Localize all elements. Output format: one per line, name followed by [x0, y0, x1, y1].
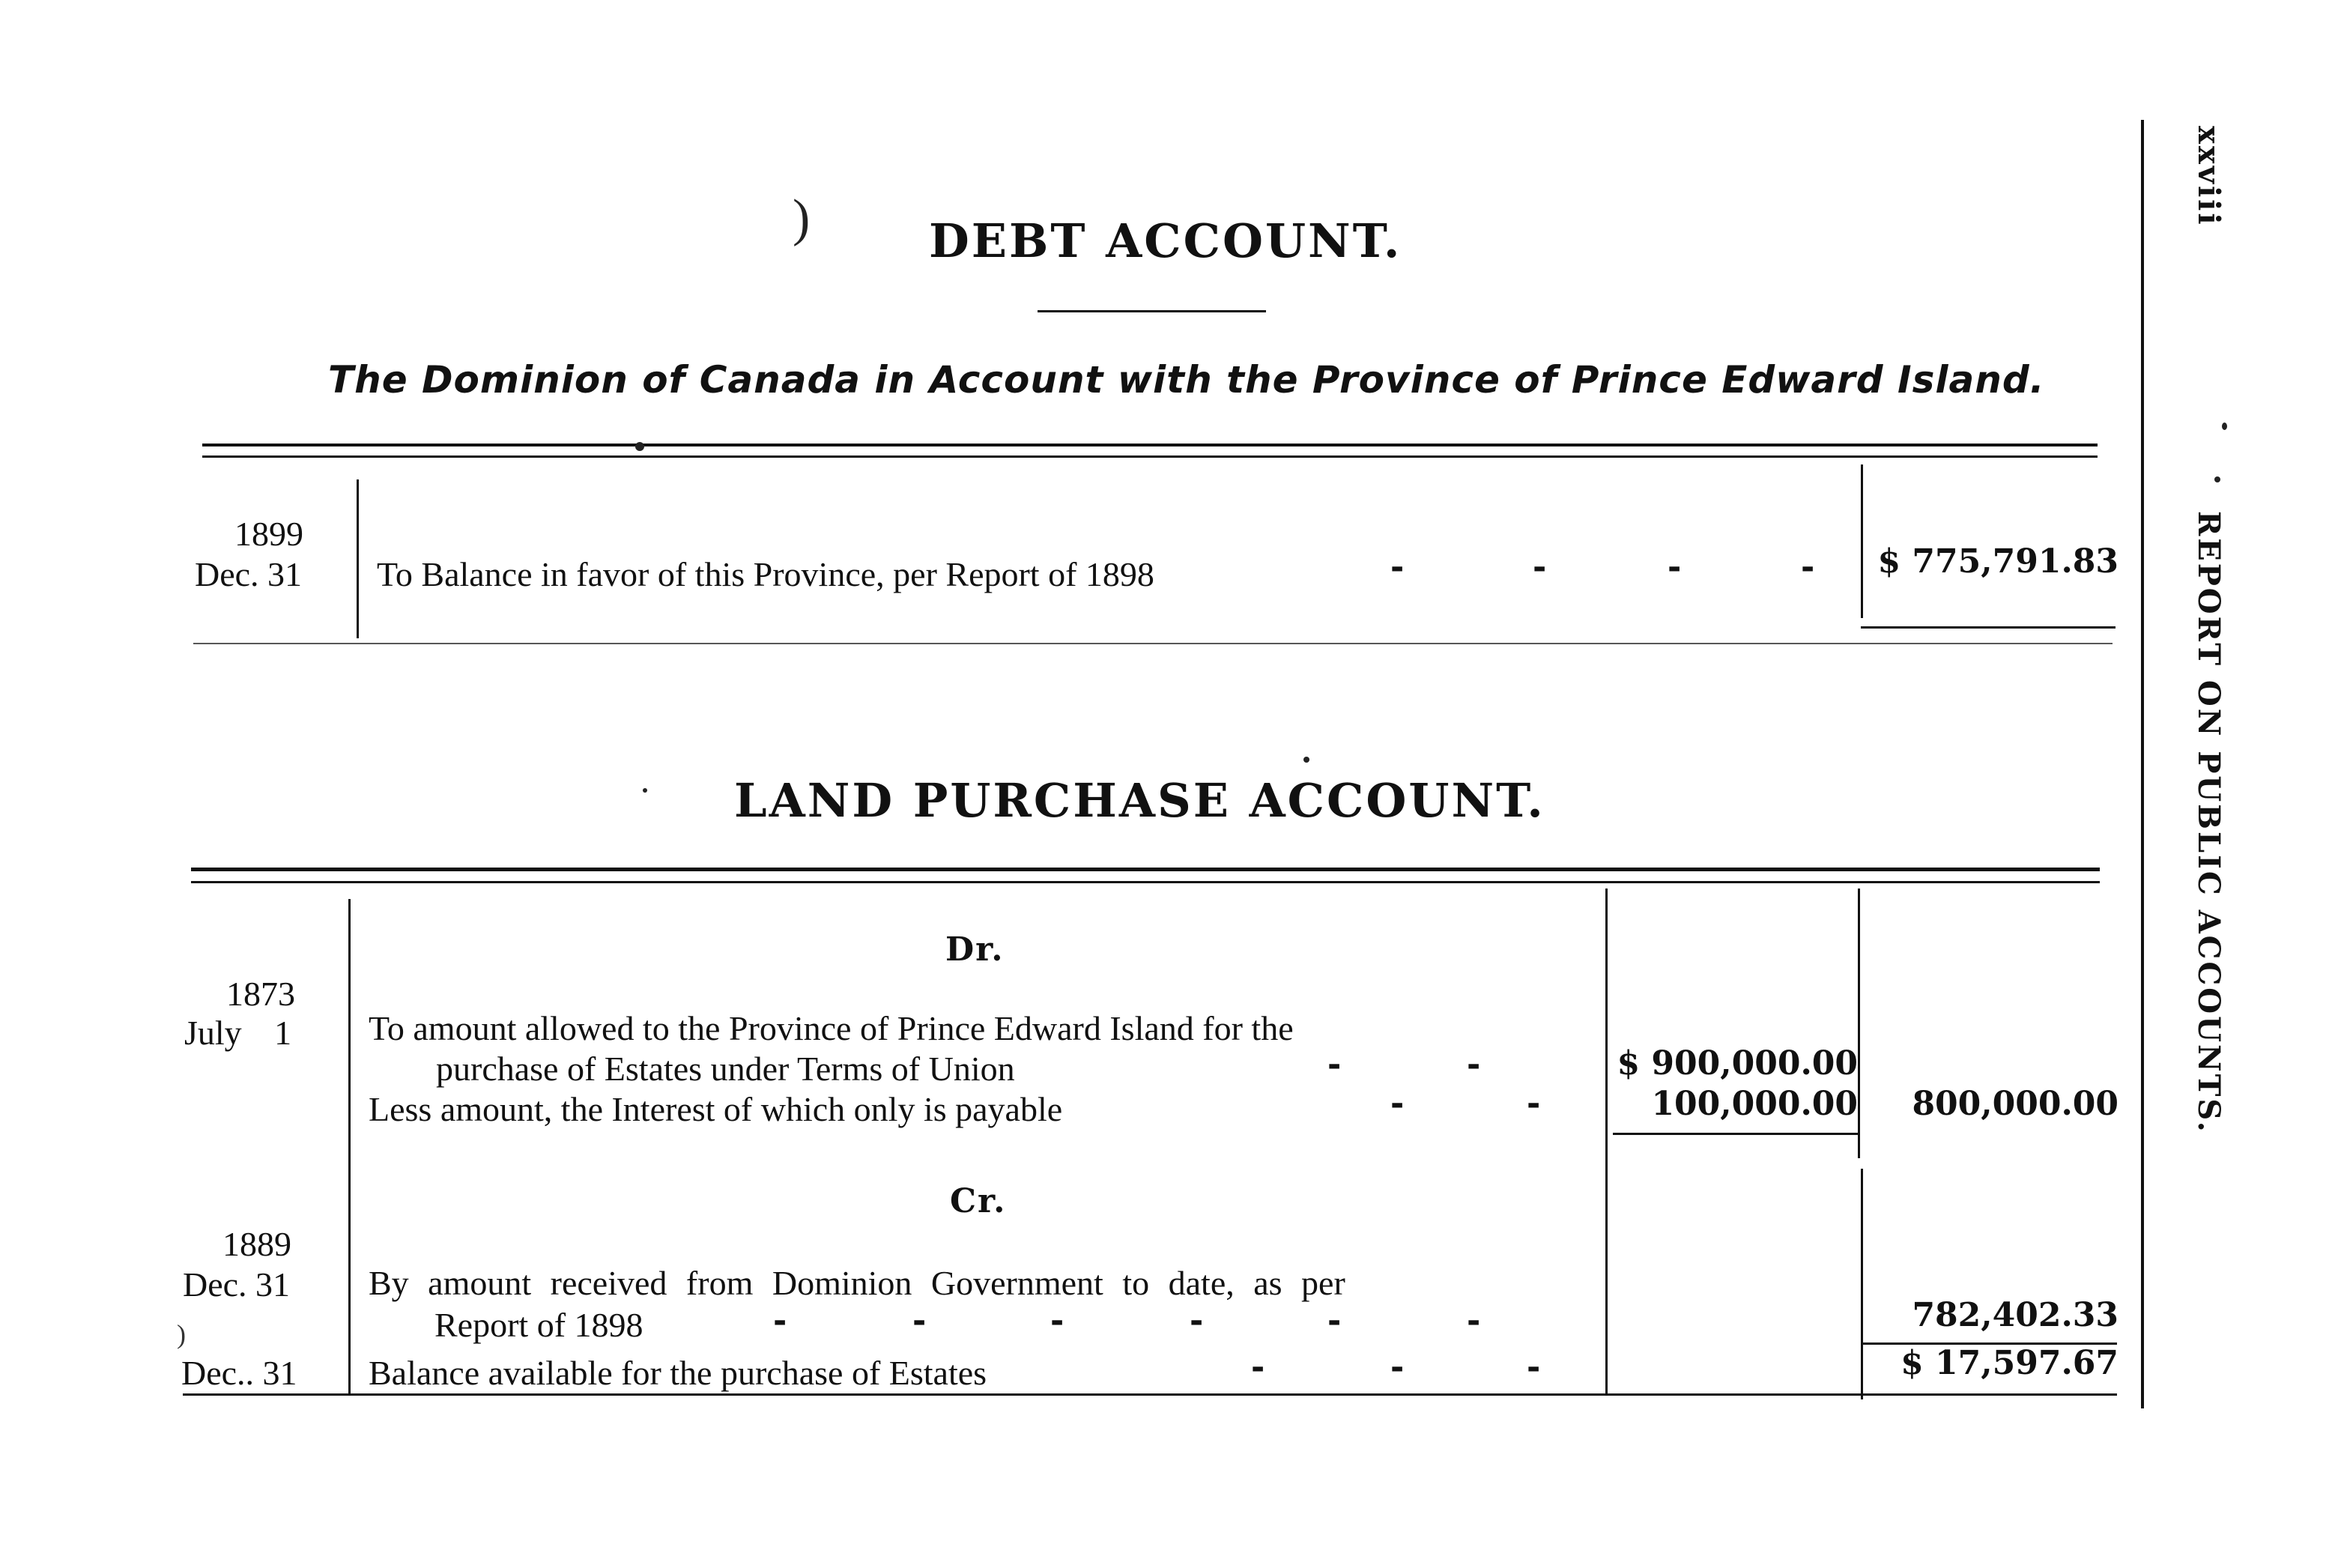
speck: [2214, 476, 2220, 482]
leader-dash: -: [1390, 548, 1405, 587]
debt-entry-date: Dec. 31: [195, 555, 303, 593]
debt-account-title: DEBT ACCOUNT.: [929, 214, 1402, 268]
debit-label: Dr.: [945, 930, 1005, 969]
land-purchase-title: LAND PURCHASE ACCOUNT.: [734, 773, 1545, 828]
leader-dash: -: [1467, 1302, 1481, 1340]
dr-entry-line-2: purchase of Estates under Terms of Union: [436, 1050, 1015, 1088]
leader-dash: -: [1801, 548, 1815, 587]
speck: [2222, 423, 2227, 430]
leader-dash: -: [1251, 1348, 1265, 1387]
debt-date-column-rule: [357, 479, 359, 638]
speck: [643, 788, 647, 793]
land-sub-amount-column-rule: [1605, 889, 1608, 1395]
debt-entry-year: 1899: [234, 515, 303, 553]
dr-entry-line-3: Less amount, the Interest of which only is payable: [369, 1090, 1063, 1128]
leader-dash: -: [1668, 548, 1682, 587]
cr-amount-received: 782,402.33: [1912, 1296, 2119, 1334]
cr-entry-year: 1889: [222, 1225, 291, 1263]
cr-entry-line-3: Balance available for the purchase of Estates: [369, 1354, 987, 1392]
dr-entry-year: 1873: [226, 975, 295, 1013]
land-table-bottom-rule: [183, 1393, 2117, 1396]
dr-amount-total: 800,000.00: [1912, 1085, 2119, 1123]
running-title: REPORT ON PUBLIC ACCOUNTS.: [2191, 511, 2226, 1134]
land-date-column-rule: [348, 899, 351, 1393]
leader-dash: -: [1527, 1085, 1541, 1123]
page-edge-rule: [2141, 120, 2144, 1408]
leader-dash: -: [1527, 1348, 1541, 1387]
land-table-top-rule-2: [191, 881, 2100, 883]
dr-entry-line-1: To amount allowed to the Province of Prince Edward Island for the: [369, 1009, 1294, 1047]
debt-amount-underline: [1861, 626, 2116, 629]
cr-entry-date-2: Dec.. 31: [181, 1354, 297, 1392]
title-divider: [1038, 310, 1266, 312]
debt-amount-column-rule: [1861, 464, 1863, 618]
leader-dash: -: [1533, 548, 1547, 587]
leader-dash: -: [1390, 1348, 1405, 1387]
page-number: xxviii: [2191, 126, 2226, 227]
debt-entry-description: To Balance in favor of this Province, per Report of 1898: [377, 555, 1154, 593]
leader-dash: -: [1467, 1046, 1481, 1084]
dr-amount-less: 100,000.00: [1651, 1085, 1858, 1123]
leader-dash: -: [1390, 1085, 1405, 1123]
leader-dash: -: [912, 1302, 927, 1340]
credit-label: Cr.: [950, 1182, 1007, 1220]
cr-entry-line-1: By amount received from Dominion Government to date, as per: [369, 1264, 1345, 1302]
leader-dash: -: [773, 1302, 787, 1340]
bracket-mark: ): [177, 1319, 186, 1349]
land-sub-amount-inner-rule: [1858, 889, 1860, 1158]
cr-entry-line-2: Report of 1898: [434, 1306, 643, 1344]
speck: [1303, 757, 1309, 763]
dr-entry-date: July 1: [184, 1014, 292, 1052]
leader-dash: -: [1050, 1302, 1064, 1340]
debt-entry-amount: $ 775,791.83: [1877, 542, 2119, 581]
bracket-mark: ): [793, 190, 811, 247]
dr-amount-gross: $ 900,000.00: [1617, 1044, 1858, 1083]
debt-table-bottom-rule: [193, 643, 2113, 644]
debt-account-subtitle: The Dominion of Canada in Account with the Province of Prince Edward Island.: [328, 358, 2045, 402]
land-total-column-rule: [1861, 1169, 1863, 1399]
cr-entry-date-1: Dec. 31: [183, 1265, 291, 1304]
debt-table-top-rule-1: [202, 444, 2098, 447]
debt-table-top-rule-2: [202, 455, 2098, 458]
leader-dash: -: [1327, 1302, 1342, 1340]
leader-dash: -: [1190, 1302, 1204, 1340]
land-table-top-rule-1: [191, 868, 2100, 871]
dr-subtotal-rule: [1613, 1133, 1860, 1135]
leader-dash: -: [1327, 1046, 1342, 1084]
speck: [635, 442, 644, 451]
cr-balance-amount: $ 17,597.67: [1901, 1344, 2119, 1382]
